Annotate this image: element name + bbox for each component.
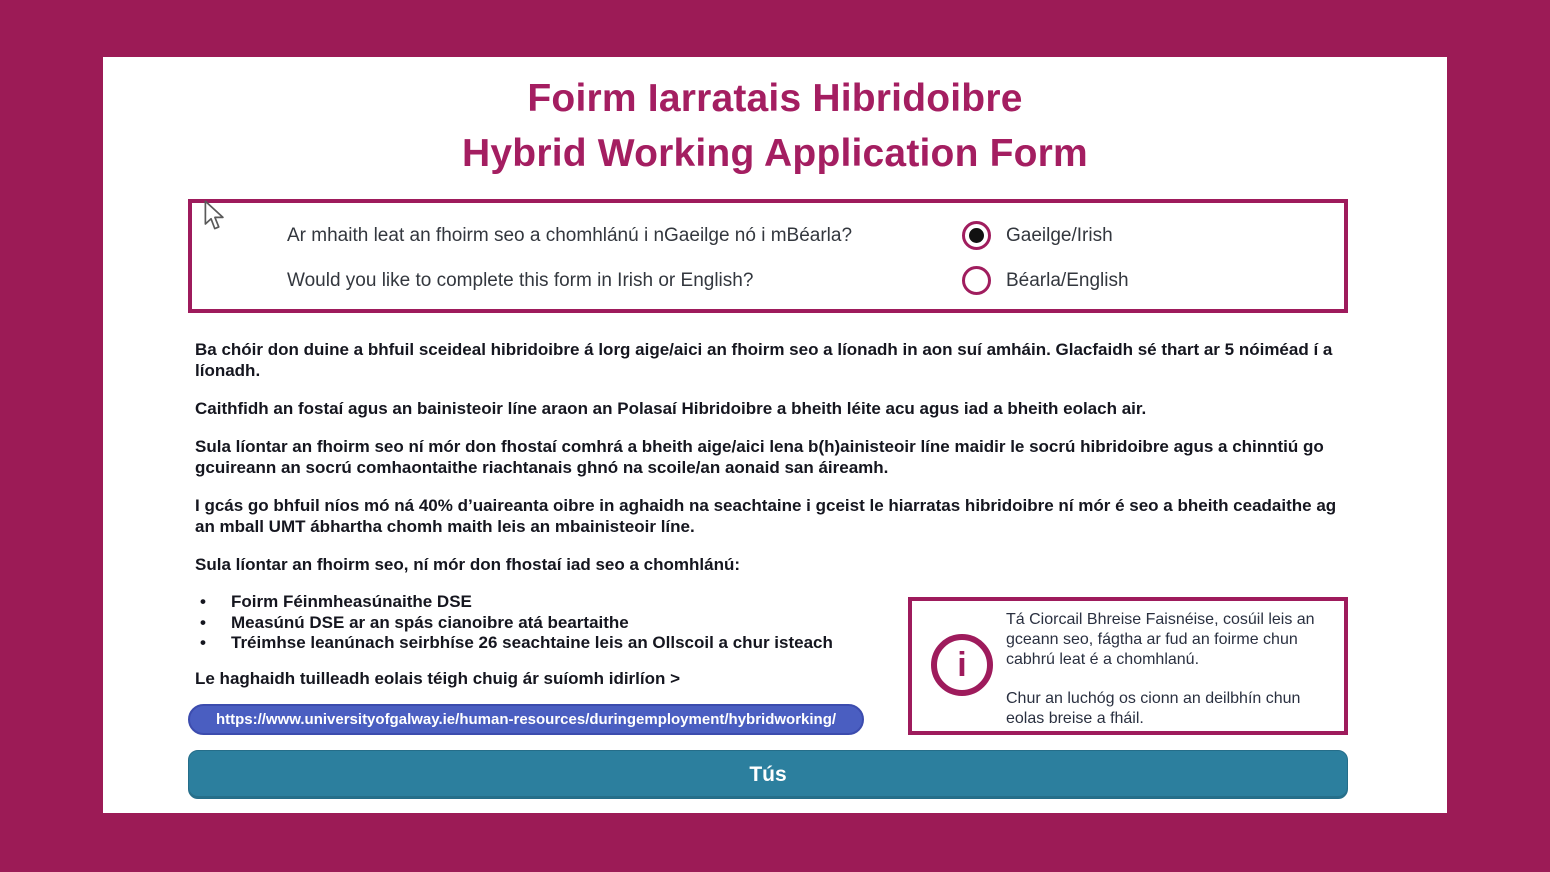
info-box-paragraph-1: Tá Ciorcail Bhreise Faisnéise, cosúil leis an gceann seo, fágtha ar fud an foirme chun cabhrú leat é a chomhlanú. xyxy=(1006,611,1315,668)
page-title-irish: Foirm Iarratais Hibridoibre xyxy=(527,77,1023,120)
radio-option-gaeilge-irish[interactable] xyxy=(962,221,1113,250)
info-box-paragraph-2: Chur an luchóg os cionn an deilbhín chun eolas breise a fháil. xyxy=(1006,690,1301,727)
intro-paragraph-1: Ba chóir don duine a bhfuil sceideal hibridoibre á lorg aige/aici an fhoirm seo a líonadh in aon suí amháin. Glacfaidh sé thart ar 5 nóiméad í a líonadh. xyxy=(195,340,1333,380)
form-card xyxy=(103,57,1447,813)
start-button[interactable]: Tús xyxy=(188,750,1348,799)
info-icon[interactable] xyxy=(931,634,993,696)
list-item: • Measúnú DSE ar an spás cianoibre atá beartaithe xyxy=(195,613,1350,634)
radio-selected-dot xyxy=(969,228,984,243)
radio-button-icon[interactable] xyxy=(962,221,991,250)
website-link[interactable]: https://www.universityofgalway.ie/human-resources/duringemployment/hybridworking/ xyxy=(188,704,864,735)
list-item: • Foirm Féinmheasúnaithe DSE xyxy=(195,592,1350,613)
intro-paragraph-2: Caithfidh an fostaí agus an bainisteoir líne araon an Polasaí Hibridoibre a bheith léite acu agus iad a bheith eolach air. xyxy=(195,399,1147,418)
info-box-text xyxy=(1006,610,1334,729)
info-box xyxy=(908,597,1348,735)
language-question-row-english xyxy=(192,258,1344,303)
list-item: • Tréimhse leanúnach seirbhíse 26 seachtaine leis an Ollscoil a chur isteach xyxy=(195,633,1350,654)
intro-paragraph-3: Sula líontar an fhoirm seo ní mór don fhostaí comhrá a bheith aige/aici lena b(h)ainisteoir líne maidir le socrú hibridoibre agus a chinntiú go gcuireann an socrú comhaontaithe riachtanais ghnó na scoile/an aonaid san áireamh. xyxy=(195,437,1324,477)
more-info-label: Le haghaidh tuilleadh eolais téigh chuig ár suíomh idirlíon > xyxy=(195,668,681,688)
page-title xyxy=(103,71,1447,181)
radio-option-bearla-english[interactable] xyxy=(962,266,1129,295)
language-question-irish: Ar mhaith leat an fhoirm seo a chomhlánú i nGaeilge nó i mBéarla? xyxy=(287,224,853,246)
radio-selected-dot xyxy=(969,273,984,288)
prerequisites-heading: Sula líontar an fhoirm seo, ní mór don fhostaí iad seo a chomhlánú: xyxy=(195,555,741,574)
language-question-english: Would you like to complete this form in Irish or English? xyxy=(287,269,754,291)
radio-label-gaeilge-irish: Gaeilge/Irish xyxy=(1006,224,1113,246)
language-question-row-irish xyxy=(192,213,1344,258)
intro-paragraph-4: I gcás go bhfuil níos mó ná 40% d’uaireanta oibre in aghaidh na seachtaine i gceist le hiarratas hibridoibre ní mór é seo a bheith ceadaithe ag an mball UMT ábhartha chomh maith leis an mbainisteoir líne. xyxy=(195,496,1337,536)
radio-label-bearla-english: Béarla/English xyxy=(1006,269,1129,291)
radio-button-icon[interactable] xyxy=(962,266,991,295)
language-selection-box xyxy=(188,199,1348,313)
info-icon-glyph: i xyxy=(957,645,967,684)
page-title-english: Hybrid Working Application Form xyxy=(462,132,1088,175)
